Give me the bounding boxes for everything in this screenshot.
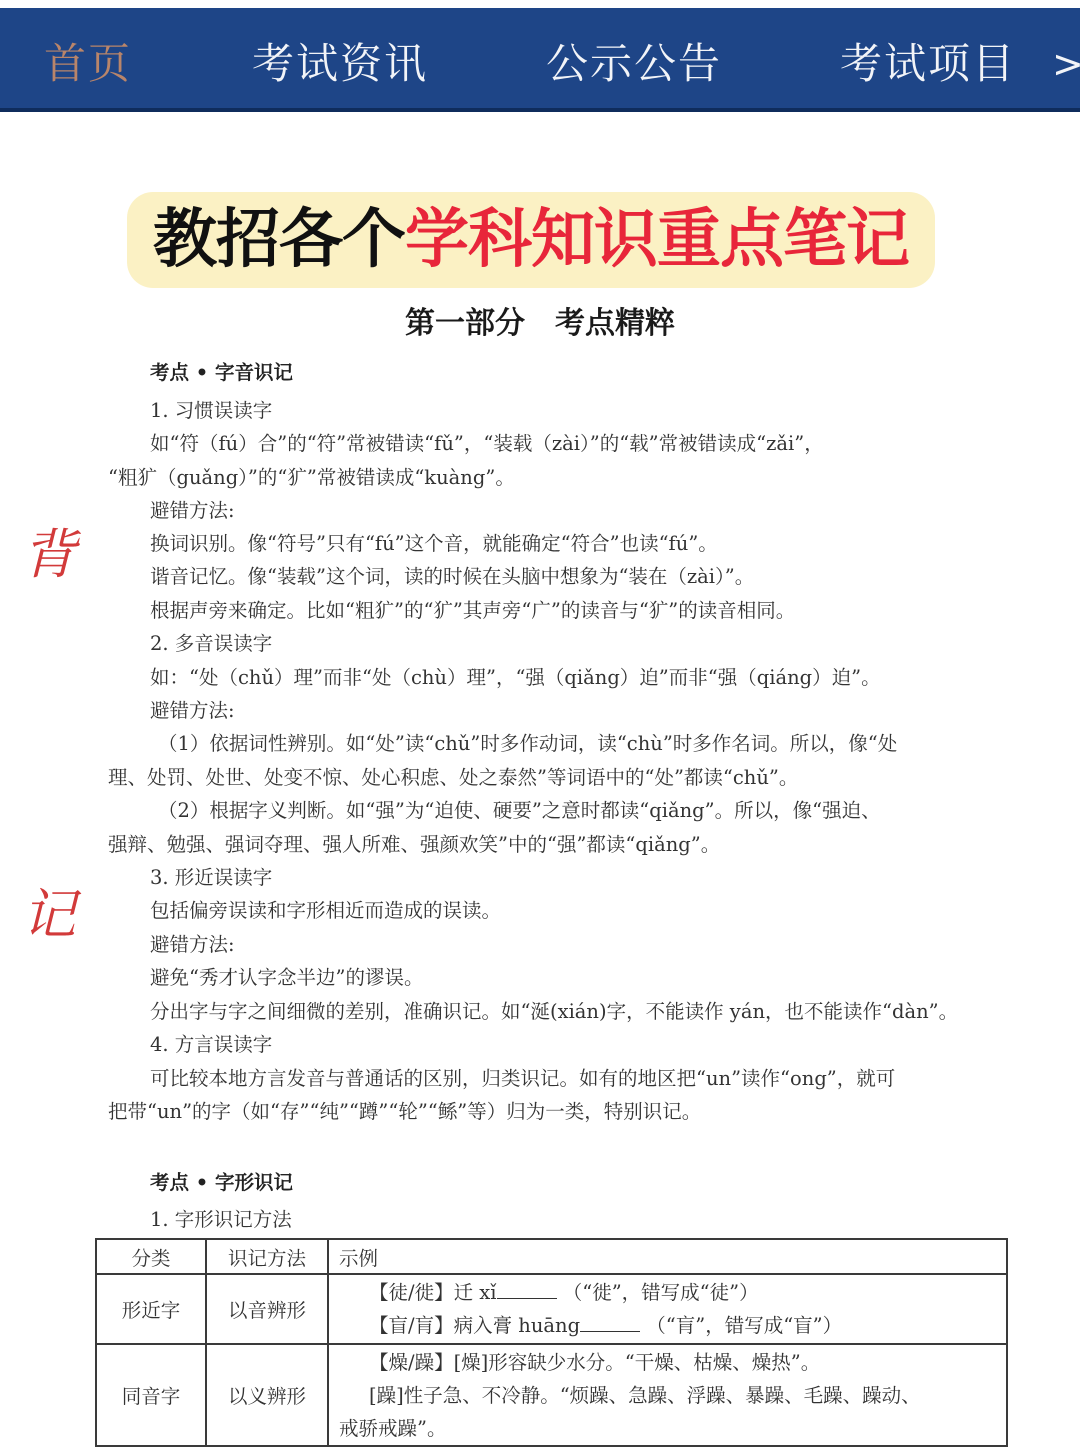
table-cell-method: 以音辨形 [206, 1274, 328, 1344]
side-annotation-bottom: 记 [22, 883, 76, 946]
example-text: 【盲/肓】病入膏 huāng [369, 1314, 581, 1337]
nav-more-chevron-icon[interactable]: > [1052, 42, 1084, 86]
side-annotation-top: 背 [22, 523, 76, 586]
example-text: 【徒/徙】迁 xǐ [369, 1281, 497, 1304]
text-line: 如：“处（chǔ）理”而非“处（chù）理”，“强（qiǎng）迫”而非“强（qiáng）迫”。 [150, 666, 881, 689]
text-line: 理、处罚、处世、处变不惊、处心积虑、处之泰然”等词语中的“处”都读“chǔ”。 [108, 766, 799, 789]
text-line: “粗犷（guǎng）”的“犷”常被错读成“kuàng”。 [108, 466, 515, 489]
table-cell-category: 形近字 [96, 1274, 206, 1344]
table-header-row [96, 1239, 1007, 1274]
table-cell-category: 同音字 [96, 1344, 206, 1446]
text-line: 避错方法: [150, 933, 235, 956]
part-title: 第一部分 考点精粹 [405, 306, 675, 341]
example-note: （“徙”，错写成“徒”） [562, 1281, 759, 1304]
table-header-cell: 示例 [328, 1239, 1007, 1274]
text-line: 避免“秀才认字念半边”的谬误。 [150, 966, 424, 989]
table-cell-method: 以义辨形 [206, 1344, 328, 1446]
text-line: 4. 方言误读字 [150, 1033, 273, 1056]
text-line: 避错方法: [150, 699, 235, 722]
text-line: （2）根据字义判断。如“强”为“迫使、硬要”之意时都读“qiǎng”。所以，像“强迫、 [158, 799, 881, 822]
drag-handle-dots[interactable] [0, 0, 1080, 8]
example-line: 戒骄戒躁”。 [339, 1416, 447, 1440]
page-title-banner [127, 192, 935, 288]
section-heading-pronunciation: 考点 • 字音识记 [150, 361, 294, 384]
text-line: 谐音记忆。像“装载”这个词，读的时候在头脑中想象为“装在（zài）”。 [150, 565, 755, 588]
text-line: 根据声旁来确定。比如“粗犷”的“犷”其声旁“广”的读音与“犷”的读音相同。 [150, 599, 796, 622]
nav-tab-exam-projects[interactable]: 考试项目 [840, 39, 1017, 88]
title-black-part: 教招各个 [153, 203, 405, 277]
example-note: （“肓”，错写成“盲”） [646, 1314, 843, 1337]
text-line: 2. 多音误读字 [150, 632, 273, 655]
table-row [96, 1344, 1007, 1446]
example-line [369, 1309, 996, 1342]
fill-blank [580, 1313, 640, 1332]
text-line: 1. 字形识记方法 [150, 1208, 292, 1231]
title-red-part: 学科知识重点笔记 [405, 203, 909, 277]
fill-blank [497, 1280, 557, 1299]
text-line: 3. 形近误读字 [150, 866, 273, 889]
example-line [369, 1276, 996, 1309]
nav-tab-announcements[interactable]: 公示公告 [546, 39, 723, 88]
example-line: [躁]性子急、不冷静。“烦躁、急躁、浮躁、暴躁、毛躁、躁动、 [369, 1383, 921, 1407]
example-line: 【燥/躁】[燥]形容缺少水分。“干燥、枯燥、燥热”。 [369, 1350, 821, 1374]
table-cell-examples [328, 1274, 1007, 1344]
nav-tab-home[interactable]: 首页 [44, 39, 133, 88]
table-row [96, 1274, 1007, 1344]
nav-tab-exam-news[interactable]: 考试资讯 [252, 39, 429, 88]
text-line: 包括偏旁误读和字形相近而造成的误读。 [150, 899, 502, 922]
glyph-method-table [95, 1238, 1008, 1447]
text-line: 把带“un”的字（如“存”“纯”“蹲”“轮”“鲧”等）归为一类，特别识记。 [108, 1100, 702, 1123]
text-line: 避错方法: [150, 499, 235, 522]
text-line: 分出字与字之间细微的差别，准确识记。如“涎(xián)字，不能读作 yán，也不能读作“dàn”。 [150, 1000, 959, 1023]
top-navigation-bar [0, 8, 1084, 112]
table-header-cell: 识记方法 [206, 1239, 328, 1274]
text-line: 1. 习惯误读字 [150, 399, 273, 422]
table-header-cell: 分类 [96, 1239, 206, 1274]
text-line: （1）依据词性辨别。如“处”读“chǔ”时多作动词，读“chù”时多作名词。所以，像“处 [158, 732, 898, 755]
text-line: 可比较本地方言发音与普通话的区别，归类识记。如有的地区把“un”读作“ong”，就可 [150, 1067, 896, 1090]
text-line: 强辩、勉强、强词夺理、强人所难、强颜欢笑”中的“强”都读“qiǎng”。 [108, 833, 721, 856]
table-cell-examples [328, 1344, 1007, 1446]
section-heading-glyph: 考点 • 字形识记 [150, 1171, 294, 1194]
text-line: 换词识别。像“符号”只有“fú”这个音，就能确定“符合”也读“fú”。 [150, 532, 718, 555]
text-line: 如“符（fú）合”的“符”常被错读“fǔ”，“装载（zài）”的“载”常被错读成“zǎi”， [150, 432, 824, 455]
